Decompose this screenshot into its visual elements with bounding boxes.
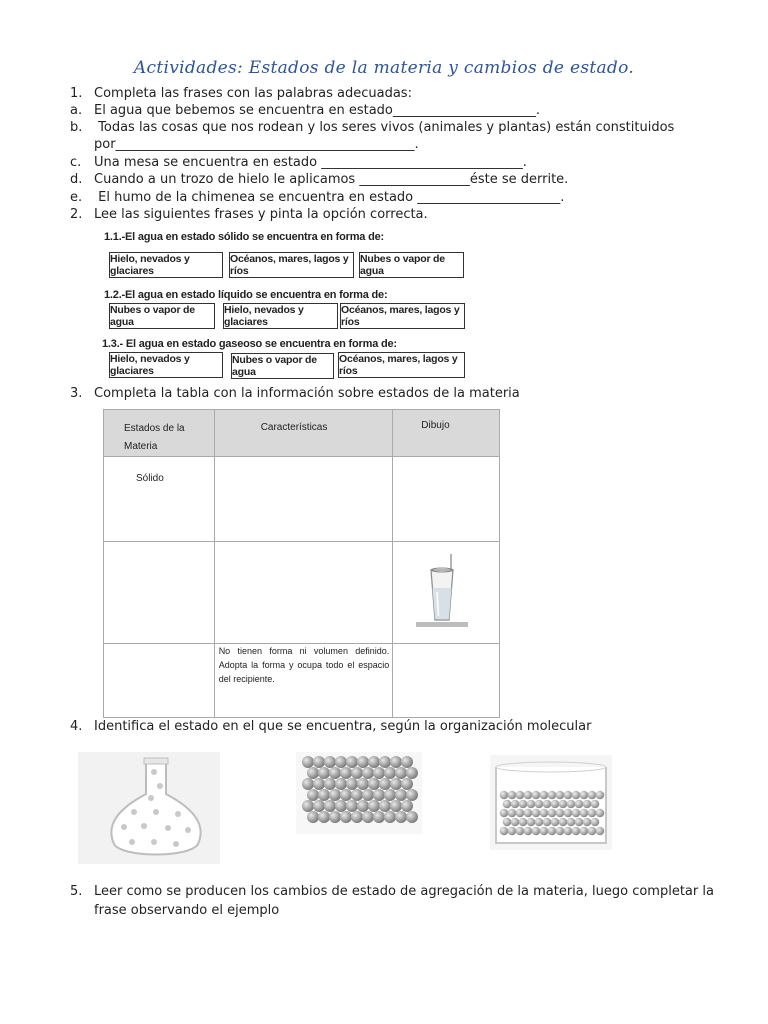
- table-row: [104, 542, 500, 644]
- item-text: Todas las cosas que nos rodean y los seres vivos (animales y plantas) están constituidos: [94, 120, 675, 135]
- option-box[interactable]: Océanos, mares, lagos y ríos: [229, 252, 354, 278]
- option-box[interactable]: Océanos, mares, lagos y ríos: [340, 303, 465, 329]
- page-title: Actividades: Estados de la materia y cambios de estado.: [133, 58, 635, 78]
- item-text: El agua que bebemos se encuentra en estado______________________.: [94, 103, 541, 118]
- option-box[interactable]: Nubes o vapor de agua: [359, 252, 464, 278]
- table-header-row: [104, 410, 500, 457]
- option-box[interactable]: Océanos, mares, lagos y ríos: [338, 352, 465, 378]
- group-heading: 1.2.-El agua en estado líquido se encuentra en forma de:: [104, 289, 388, 301]
- option-box[interactable]: Nubes o vapor de agua: [109, 303, 215, 329]
- item-letter: e.: [70, 190, 83, 205]
- question-1: [70, 85, 412, 102]
- question-number: 5.: [70, 884, 83, 899]
- item-letter: a.: [70, 103, 83, 118]
- question-text: Lee las siguientes frases y pinta la opción correcta.: [94, 207, 428, 222]
- glass-of-water-icon: [393, 542, 499, 642]
- question-number: 4.: [70, 719, 83, 734]
- characteristics-cell[interactable]: [214, 542, 393, 644]
- option-box[interactable]: Hielo, nevados y glaciares: [223, 303, 338, 329]
- question-text: Leer como se producen los cambios de estado de agregación de la materia, luego completar la: [94, 884, 714, 899]
- item-letter: c.: [70, 155, 82, 170]
- question-1-item-b-continuation: por______________________________________________.: [94, 137, 419, 152]
- header-cell: Estados de la Materia: [104, 410, 215, 457]
- drawing-cell[interactable]: [393, 457, 500, 542]
- option-box[interactable]: Hielo, nevados y glaciares: [109, 252, 223, 278]
- question-1-item-a: [70, 102, 540, 119]
- item-text: El humo de la chimenea se encuentra en estado ______________________.: [94, 190, 565, 205]
- question-1-item-e: [70, 189, 564, 206]
- question-text: Completa las frases con las palabras adecuadas:: [94, 86, 412, 101]
- item-text: Una mesa se encuentra en estado _______________________________.: [94, 155, 527, 170]
- state-cell[interactable]: [104, 542, 215, 644]
- question-4: [70, 718, 591, 735]
- group-heading: 1.1.-El agua en estado sólido se encuentra en forma de:: [104, 231, 384, 243]
- question-1-item-b: [70, 119, 674, 136]
- solid-particles-block-icon: [296, 752, 422, 834]
- characteristics-cell[interactable]: [214, 457, 393, 542]
- liquid-particles-beaker-icon: [490, 755, 612, 850]
- drawing-cell[interactable]: [393, 542, 500, 644]
- state-cell[interactable]: Sólido: [104, 457, 215, 542]
- option-box[interactable]: Hielo, nevados y glaciares: [109, 352, 223, 378]
- state-cell[interactable]: [104, 644, 215, 718]
- header-cell: Dibujo: [393, 410, 500, 457]
- question-5-continuation: frase observando el ejemplo: [94, 903, 280, 918]
- drawing-cell[interactable]: [393, 644, 500, 718]
- question-2: [70, 206, 428, 223]
- question-5: [70, 883, 714, 900]
- characteristics-cell[interactable]: No tienen forma ni volumen definido. Adopta la forma y ocupa todo el espacio del recipiente.: [214, 644, 393, 718]
- item-text: Cuando a un trozo de hielo le aplicamos _________________éste se derrite.: [94, 172, 569, 187]
- item-letter: d.: [70, 172, 83, 187]
- header-cell: Características: [214, 410, 393, 457]
- question-text: Completa la tabla con la información sobre estados de la materia: [94, 386, 520, 401]
- question-text: Identifica el estado en el que se encuentra, según la organización molecular: [94, 719, 592, 734]
- question-number: 2.: [70, 207, 83, 222]
- item-letter: b.: [70, 120, 83, 135]
- gas-particles-flask-icon: [78, 752, 220, 864]
- question-3: [70, 385, 520, 402]
- option-box[interactable]: Nubes o vapor de agua: [231, 353, 334, 379]
- group-heading: 1.3.- El agua en estado gaseoso se encuentra en forma de:: [102, 338, 397, 350]
- question-number: 1.: [70, 86, 83, 101]
- question-1-item-d: [70, 171, 568, 188]
- table-row: [104, 457, 500, 542]
- question-number: 3.: [70, 386, 83, 401]
- question-1-item-c: [70, 154, 527, 171]
- states-table: [103, 409, 500, 718]
- table-row: [104, 644, 500, 718]
